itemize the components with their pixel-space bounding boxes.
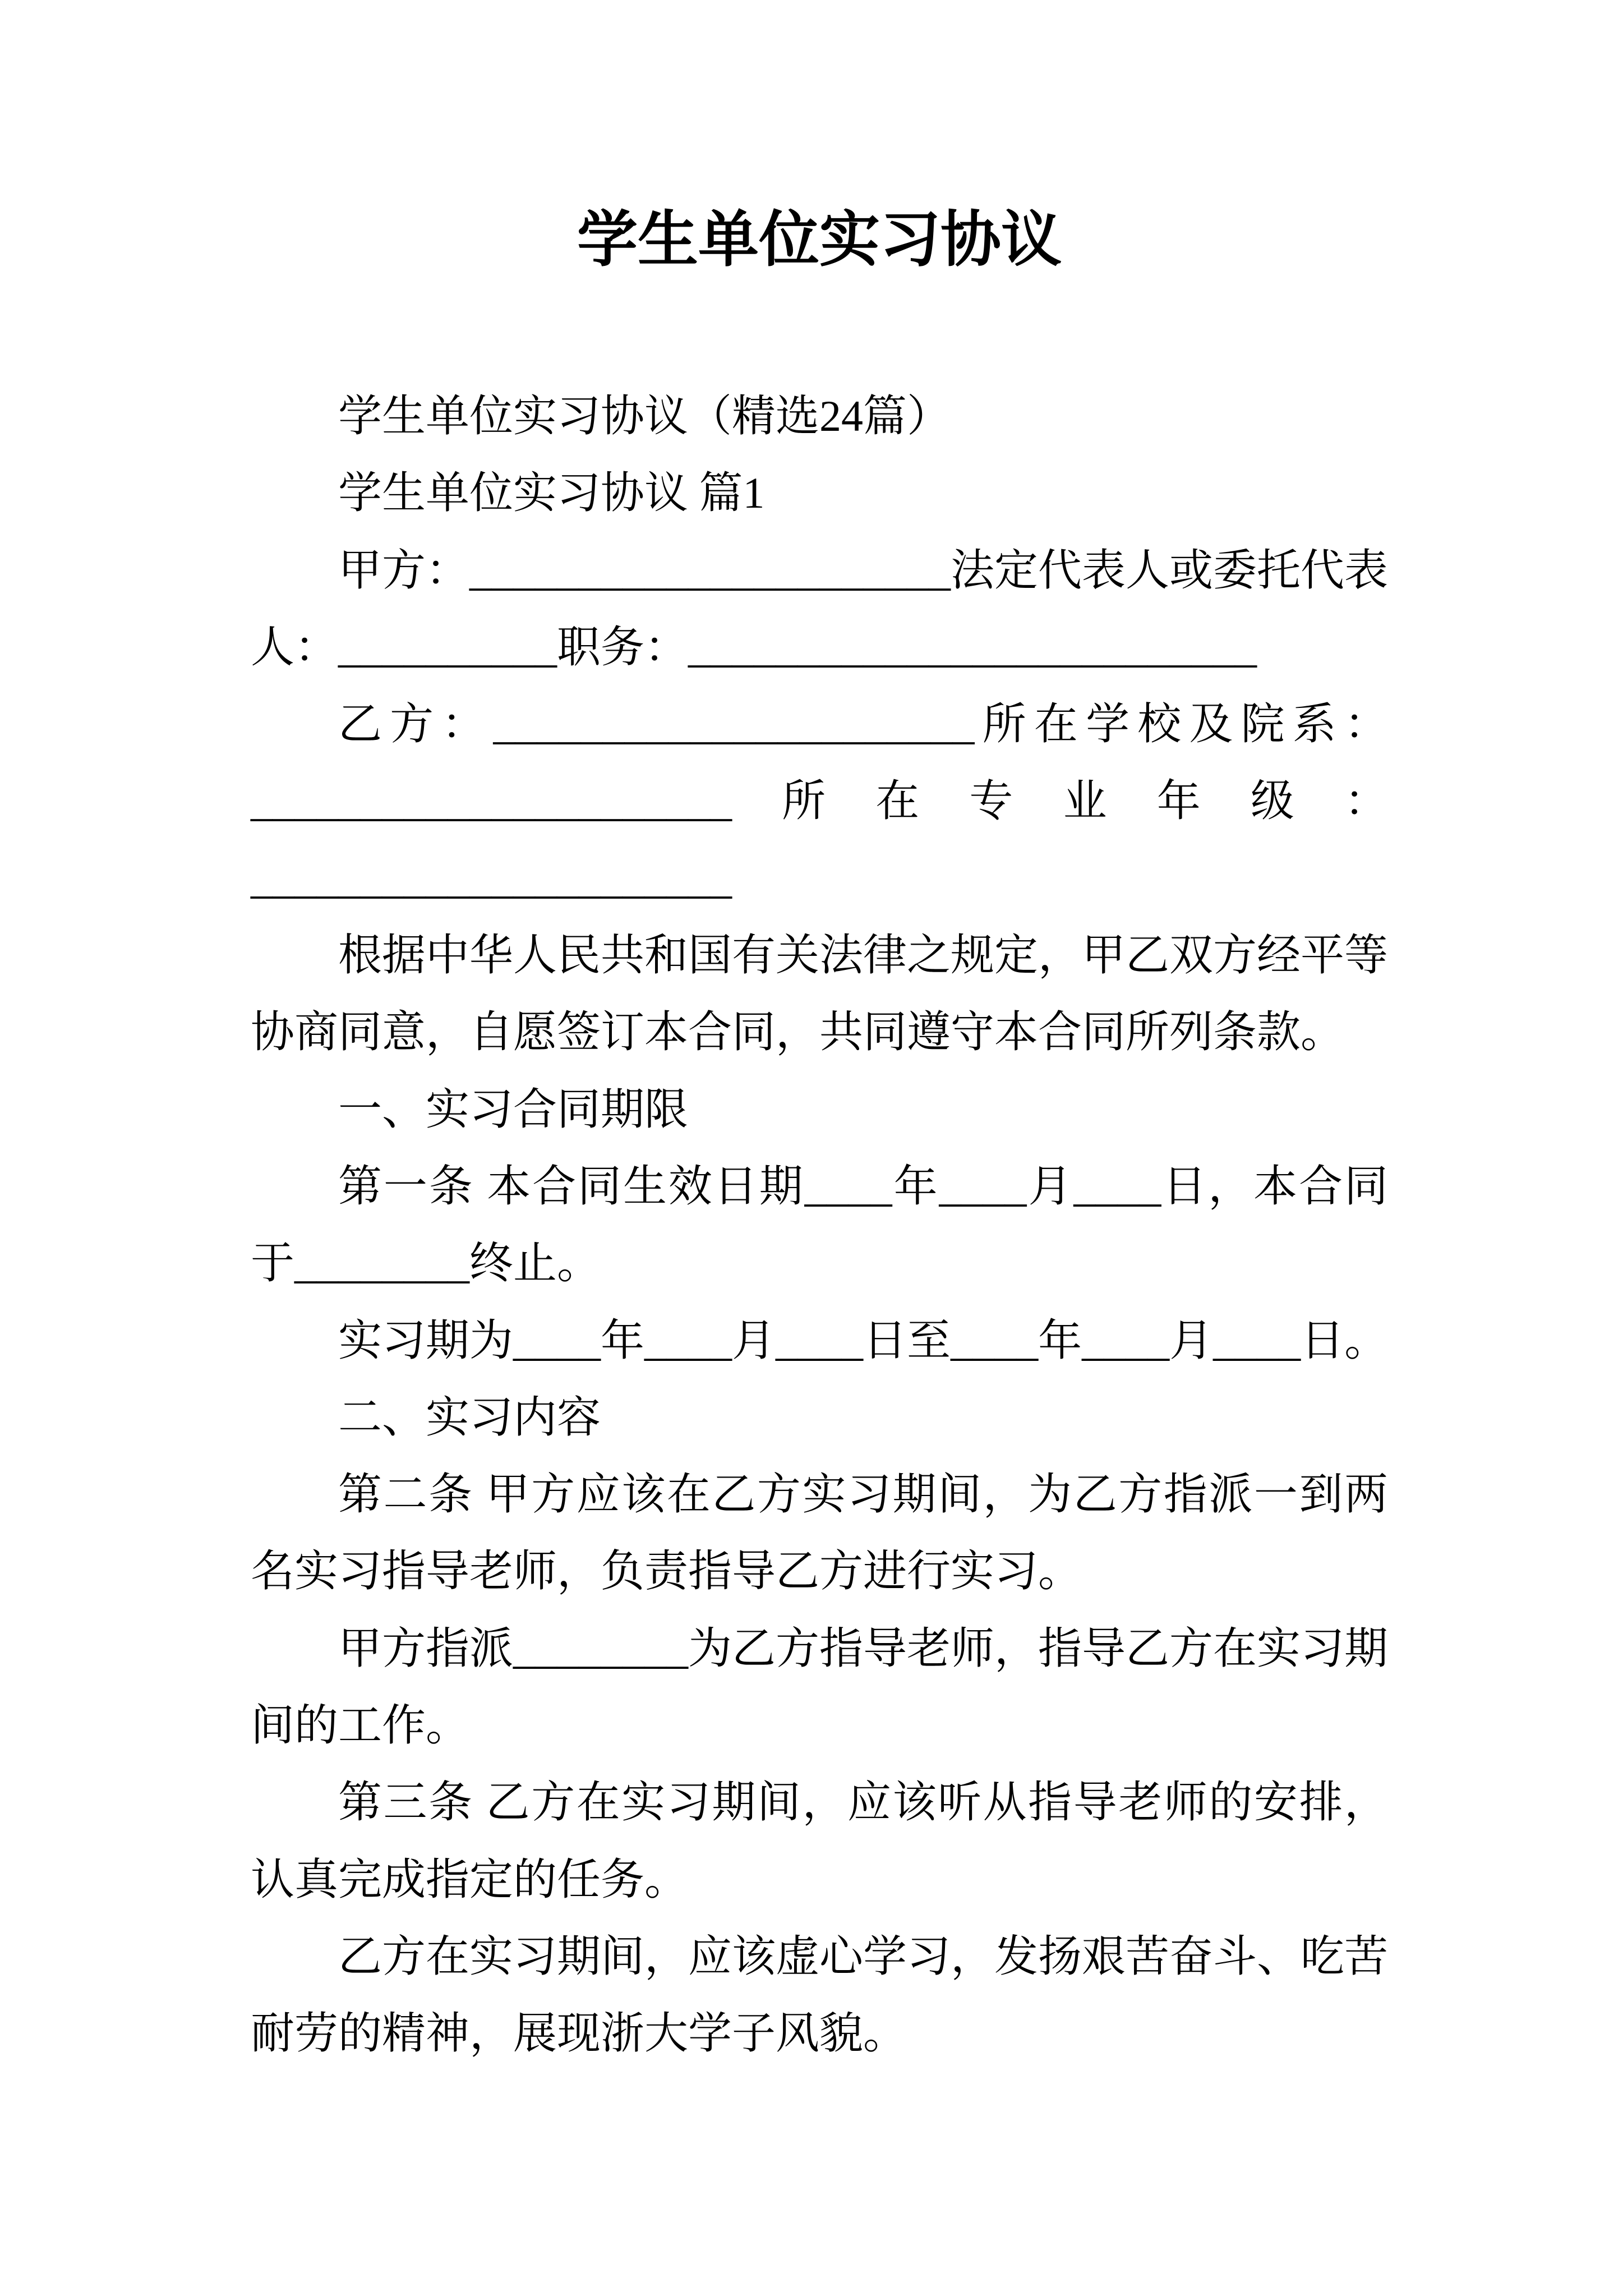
- period-start-month-blank: ____: [644, 1315, 732, 1365]
- section-2-heading: 二、实习内容: [338, 1392, 601, 1442]
- representative-name-blank: __________: [338, 622, 557, 671]
- year-label: 年: [892, 1161, 939, 1211]
- article-1-tail: 日，本合同: [1161, 1161, 1388, 1211]
- article-title: 学生单位实习协议 篇1: [338, 468, 765, 518]
- party-b-name-blank: ______________________: [493, 700, 975, 749]
- article-1-line: [251, 1225, 1388, 1301]
- month-label: 月: [732, 1315, 776, 1365]
- party-a-representative-line: [251, 609, 1388, 685]
- termination-date-blank: ________: [294, 1239, 470, 1288]
- supervisor-assignment-line: 间的工作。: [251, 1701, 470, 1750]
- school-department-blank: ______________________: [251, 776, 732, 826]
- preamble-line: 根据中华人民共和国有关法律之规定，甲乙双方经平等: [338, 931, 1389, 980]
- article-2-line: 第二条 甲方应该在乙方实习期间，为乙方指派一到两: [338, 1470, 1388, 1519]
- month-label: 月: [1169, 1315, 1214, 1365]
- party-b-major-line: [251, 840, 1388, 917]
- document-body: [251, 378, 1388, 2072]
- article-1-lead: 第一条 本合同生效日期: [338, 1161, 805, 1211]
- termination-lead: 于: [251, 1239, 295, 1288]
- year-label: 年: [601, 1315, 645, 1365]
- internship-period-line: [251, 1302, 1388, 1379]
- period-start-year-blank: ____: [513, 1315, 601, 1365]
- major-grade-label: 所在专业年级：: [732, 776, 1388, 826]
- start-month-blank: ____: [939, 1161, 1027, 1211]
- assignment-tail: 为乙方指导老师，指导乙方在实习期: [688, 1623, 1389, 1673]
- party-b-label: 乙方：: [338, 700, 494, 749]
- day-to-label: 日至: [863, 1315, 951, 1365]
- party-a-label: 甲方：: [338, 545, 470, 595]
- party-a-line: [251, 532, 1388, 609]
- collection-title: 学生单位实习协议（精选24篇）: [338, 392, 951, 440]
- position-blank: __________________________: [688, 622, 1257, 671]
- article-3-line: 第三条 乙方在实习期间，应该听从指导老师的安排，: [338, 1778, 1388, 1827]
- period-end-year-blank: ____: [951, 1315, 1039, 1365]
- start-year-blank: ____: [804, 1161, 892, 1211]
- article-1-line: [251, 1148, 1388, 1225]
- party-b-school-line: [251, 762, 1388, 839]
- party-a-name-blank: ______________________: [469, 545, 951, 595]
- year-label: 年: [1038, 1315, 1082, 1365]
- document-title: 学生单位实习协议: [577, 207, 1062, 274]
- section-1-heading: 一、实习合同期限: [338, 1084, 689, 1134]
- major-grade-blank: ______________________: [251, 853, 732, 903]
- party-b-line: [251, 685, 1388, 762]
- period-end-day-blank: ____: [1213, 1315, 1301, 1365]
- position-label: 职务：: [557, 622, 689, 671]
- period-end-month-blank: ____: [1082, 1315, 1170, 1365]
- day-end-label: 日。: [1301, 1315, 1389, 1365]
- period-start-day-blank: ____: [776, 1315, 864, 1365]
- supervisor-name-blank: ________: [513, 1623, 689, 1673]
- preamble-line: 协商同意，自愿签订本合同，共同遵守本合同所列条款。: [251, 1007, 1345, 1057]
- assignment-lead: 甲方指派: [338, 1623, 514, 1673]
- article-3-line: 认真完成指定的任务。: [251, 1855, 689, 1904]
- conduct-line: 耐劳的精神，展现浙大学子风貌。: [251, 2009, 907, 2058]
- supervisor-assignment-line: [251, 1610, 1388, 1687]
- period-lead: 实习期为: [338, 1315, 514, 1365]
- start-day-blank: ____: [1073, 1161, 1161, 1211]
- conduct-line: 乙方在实习期间，应该虚心学习，发扬艰苦奋斗、吃苦: [338, 1931, 1389, 1981]
- article-2-line: 名实习指导老师，负责指导乙方进行实习。: [251, 1547, 1082, 1596]
- legal-representative-label: 法定代表人或委托代表: [951, 545, 1389, 595]
- month-label: 月: [1026, 1161, 1074, 1211]
- termination-tail: 终止。: [469, 1239, 601, 1288]
- school-department-label: 所在学校及院系：: [974, 700, 1388, 749]
- legal-representative-label-end: 人：: [251, 622, 339, 671]
